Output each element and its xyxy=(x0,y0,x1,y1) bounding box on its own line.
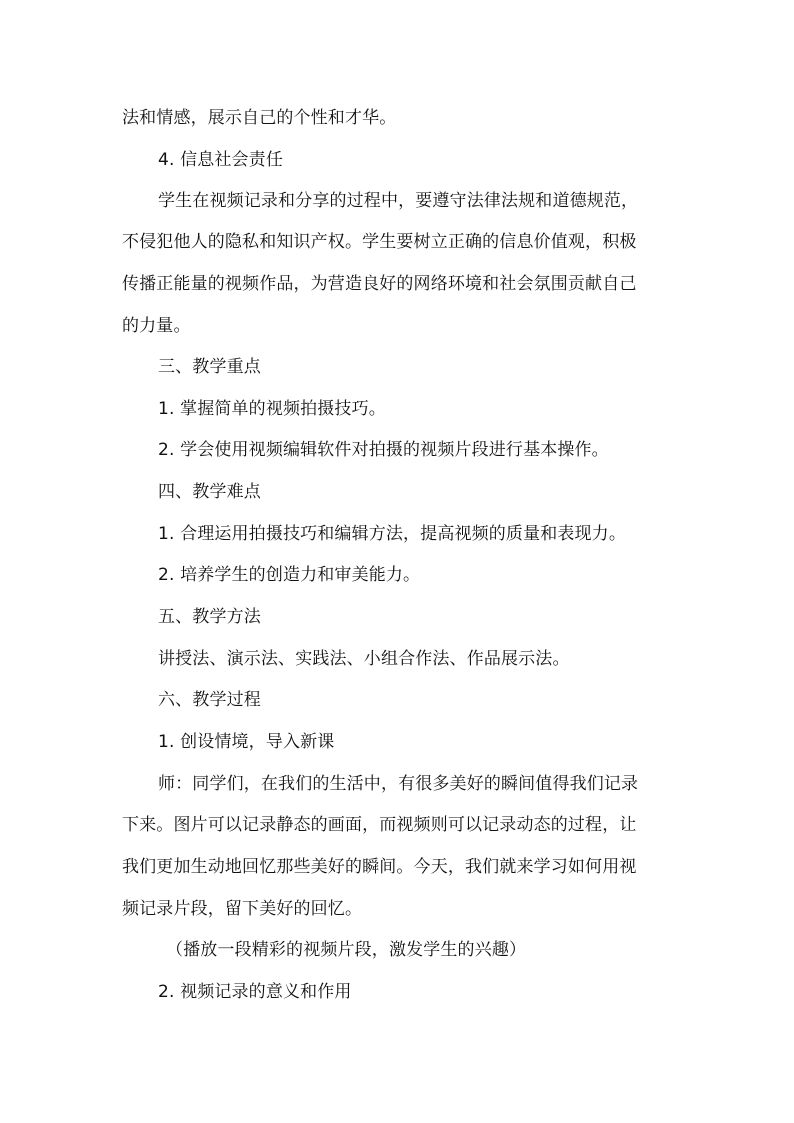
section-heading-difficulties: 四、教学难点 xyxy=(158,482,261,502)
paragraph-line-4: 传播正能量的视频作品，为营造良好的网络环境和社会氛围贡献自己 xyxy=(122,274,637,294)
methods-list: 讲授法、演示法、实践法、小组合作法、作品展示法。 xyxy=(158,649,570,669)
teacher-paragraph-line-3: 我们更加生动地回忆那些美好的瞬间。今天，我们就来学习如何用视 xyxy=(122,857,637,877)
paragraph-line-5: 的力量。 xyxy=(122,316,191,336)
section-heading-methods: 五、教学方法 xyxy=(158,607,261,627)
process-step-1-heading: 1. 创设情境，导入新课 xyxy=(158,732,335,752)
difficulty-2: 2. 培养学生的创造力和审美能力。 xyxy=(158,565,421,585)
teacher-paragraph-line-1: 师：同学们，在我们的生活中，有很多美好的瞬间值得我们记录 xyxy=(158,774,639,794)
paragraph-line-1: 法和情感，展示自己的个性和才华。 xyxy=(122,108,397,128)
key-point-1: 1. 掌握简单的视频拍摄技巧。 xyxy=(158,399,386,419)
paragraph-line-3: 不侵犯他人的隐私和知识产权。学生要树立正确的信息价值观，积极 xyxy=(122,232,637,252)
section-heading-process: 六、教学过程 xyxy=(158,690,261,710)
paragraph-line-2: 学生在视频记录和分享的过程中，要遵守法律法规和道德规范， xyxy=(158,191,639,211)
subheading-social-responsibility: 4. 信息社会责任 xyxy=(158,150,283,170)
section-heading-key-points: 三、教学重点 xyxy=(158,357,261,377)
teacher-paragraph-line-4: 频记录片段，留下美好的回忆。 xyxy=(122,899,363,919)
difficulty-1: 1. 合理运用拍摄技巧和编辑方法，提高视频的质量和表现力。 xyxy=(158,524,626,544)
video-note: （播放一段精彩的视频片段，激发学生的兴趣） xyxy=(166,940,527,960)
process-step-2-heading: 2. 视频记录的意义和作用 xyxy=(158,982,352,1002)
teacher-paragraph-line-2: 下来。图片可以记录静态的画面，而视频则可以记录动态的过程，让 xyxy=(122,815,637,835)
key-point-2: 2. 学会使用视频编辑软件对拍摄的视频片段进行基本操作。 xyxy=(158,440,609,460)
